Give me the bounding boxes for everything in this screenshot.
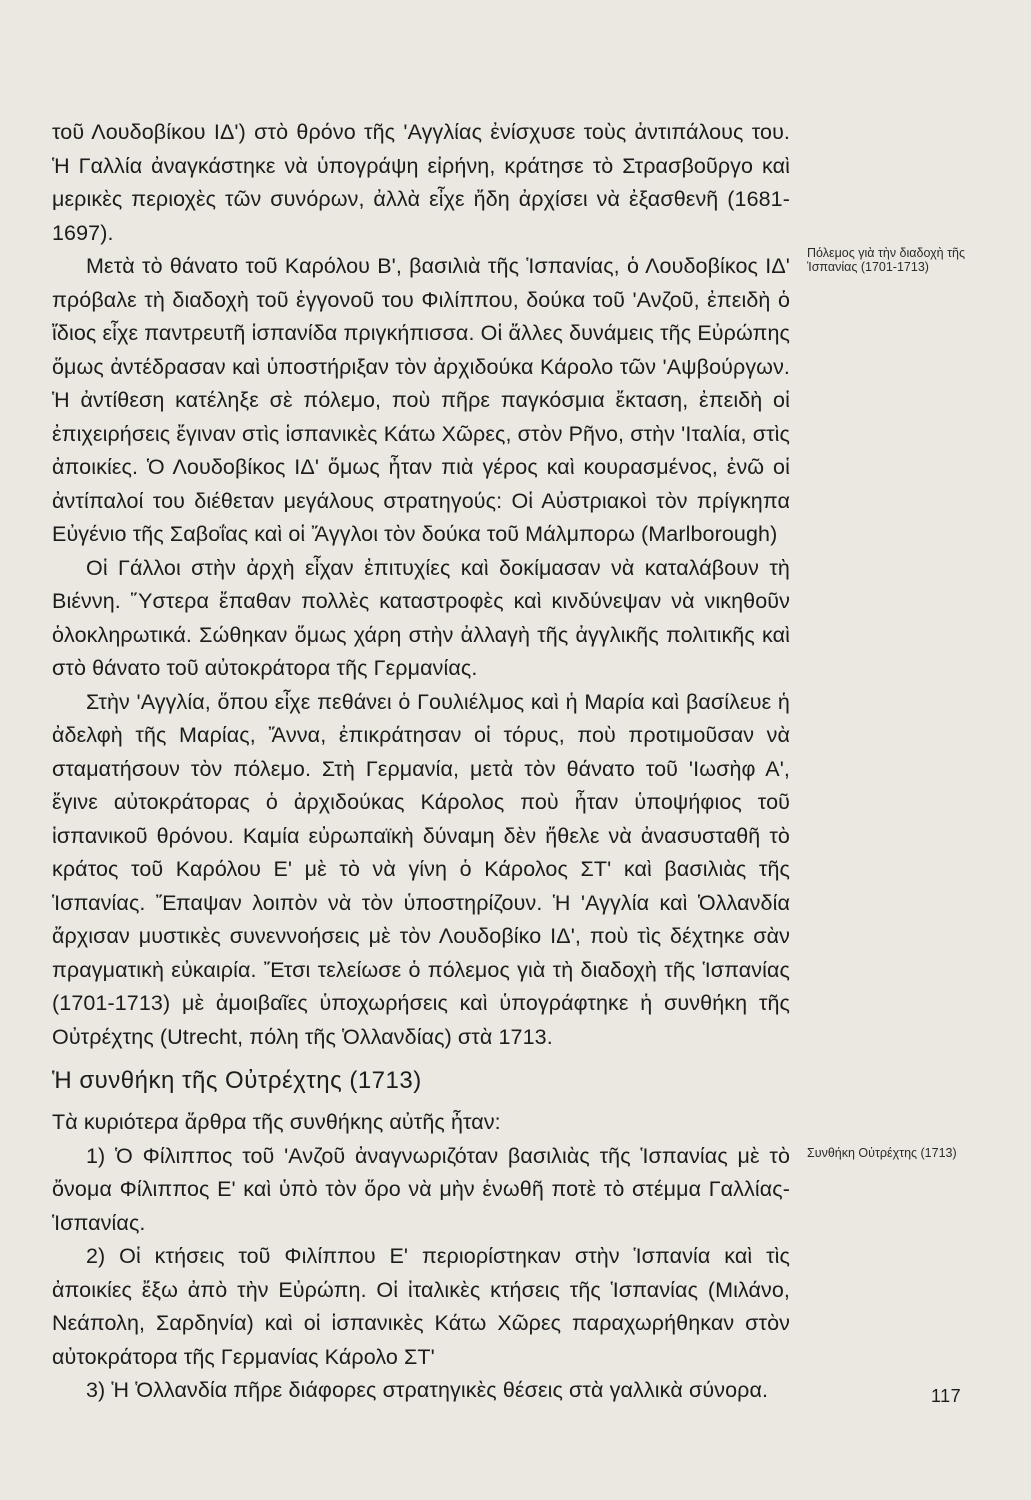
paragraph-2: Μετὰ τὸ θάνατο τοῦ Καρόλου Β', βασιλιὰ τῆς Ἱσπανίας, ὁ Λουδοβίκος ΙΔ' πρόβαλε τὴ διαδοχὴ τοῦ ἐγγονοῦ του Φιλίππου, δούκα τοῦ 'Ανζοῦ, ἐπειδὴ ὁ ἴδιος εἶχε παντρευτῆ ἱσπανίδα πριγκήπισσα. Οἱ ἄλλες δυνάμεις τῆς Εὐρώπης ὅμως ἀντέδρασαν καὶ ὑποστήριξαν τὸν ἀρχιδούκα Κάρολο τῶν 'Αψβούργων. Ἡ ἀντίθεση κατέληξε σὲ πόλεμο, ποὺ πῆρε παγκόσμια ἔκταση, ἐπειδὴ οἱ ἐπιχειρήσεις ἔγιναν στὶς ἱσπανικὲς Κάτω Χῶρες, στὸν Ρῆνο, στὴν 'Ιταλία, στὶς ἀποικίες. Ὁ Λουδοβίκος ΙΔ' ὅμως ἦταν πιὰ γέρος καὶ κουρασμένος, ἐνῶ οἱ ἀντίπαλοί του διέθεταν μεγάλους στρατηγούς: Οἱ Αὐστριακοὶ τὸν πρίγκηπα Εὐγένιο τῆς Σαβοΐας καὶ οἱ Ἄγγλοι τὸν δούκα τοῦ Μάλμπορω (Marlborough) (52, 254, 790, 546)
treaty-article-3: 3) Ἡ Ὁλλανδία πῆρε διάφορες στρατηγικὲς θέσεις στὰ γαλλικὰ σύνορα. (86, 1378, 769, 1402)
margin-note-war: Πόλεμος γιὰ τὴν διαδοχὴ τῆς Ἱσπανίας (1701-1713) (807, 246, 965, 274)
main-text (52, 116, 790, 1054)
paragraph-4: Στὴν 'Αγγλία, ὅπου εἶχε πεθάνει ὁ Γουλιέλμος καὶ ἡ Μαρία καὶ βασίλευε ἡ ἀδελφὴ τῆς Μαρίας, Ἄννα, ἐπικράτησαν οἱ τόρυς, ποὺ προτιμοῦσαν νὰ σταματήσουν τὸν πόλεμο. Στὴ Γερμανία, μετὰ τὸν θάνατο τοῦ 'Ιωσὴφ Α', ἔγινε αὐτοκράτορας ὁ ἀρχιδούκας Κάρολος ποὺ ἦταν ὑποψήφιος τοῦ ἱσπανικοῦ θρόνου. Καμία εὐρωπαϊκὴ δύναμη δὲν ἤθελε νὰ ἀνασυσταθῆ τὸ κράτος τοῦ Καρόλου Ε' μὲ τὸ νὰ γίνη ὁ Κάρολος ΣΤ' καὶ βασιλιὰς τῆς Ἱσπανίας. Ἔπαψαν λοιπὸν νὰ τὸν ὑποστηρίζουν. Ἡ 'Αγγλία καὶ Ὁλλανδία ἄρχισαν μυστικὲς συνεννοήσεις μὲ τὸν Λουδοβίκο ΙΔ', ποὺ τὶς δέχτηκε σὰν πραγματικὴ εὐκαιρία. Ἔτσι τελείωσε ὁ πόλεμος γιὰ τὴ διαδοχὴ τῆς Ἱσπανίας (1701-1713) μὲ ἀμοιβαῖες ὑποχωρήσεις καὶ ὑπογράφτηκε ἡ συνθήκη τῆς Οὐτρέχτης (Utrecht, πόλη τῆς Ὁλλανδίας) στὰ 1713. (52, 689, 790, 1049)
section-heading: Ἡ συνθήκη τῆς Οὐτρέχτης (1713) (52, 1067, 422, 1094)
page-number: 117 (931, 1386, 962, 1406)
paragraph-1: τοῦ Λουδοβίκου ΙΔ') στὸ θρόνο τῆς 'Αγγλίας ἐνίσχυσε τοὺς ἀντιπάλους του. Ἡ Γαλλία ἀναγκάστηκε νὰ ὑπογράψη εἰρήνη, κράτησε τὸ Στρασβοῦργο καὶ μερικὲς περιοχὲς τῶν συνόρων, ἀλλὰ εἶχε ἤδη ἀρχίσει νὰ ἐξασθενῆ (1681-1697). (52, 120, 790, 245)
treaty-intro: Τὰ κυριότερα ἄρθρα τῆς συνθήκης αὐτῆς ἦταν: (52, 1110, 501, 1134)
margin-note-treaty: Συνθήκη Οὐτρέχτης (1713) (807, 1146, 957, 1160)
treaty-article-1: 1) Ὁ Φίλιππος τοῦ 'Ανζοῦ ἀναγνωριζόταν βασιλιὰς τῆς Ἱσπανίας μὲ τὸ ὄνομα Φίλιππος Ε' καὶ ὑπὸ τὸν ὅρο νὰ μὴν ἑνωθῆ ποτὲ τὸ στέμμα Γαλλίας-Ἱσπανίας. (52, 1143, 790, 1235)
treaty-articles (52, 1106, 790, 1408)
treaty-article-2: 2) Οἱ κτήσεις τοῦ Φιλίππου Ε' περιορίστηκαν στὴν Ἱσπανία καὶ τὶς ἀποικίες ἔξω ἀπὸ τὴν Εὐρώπη. Οἱ ἰταλικὲς κτήσεις τῆς Ἱσπανίας (Μιλάνο, Νεάπολη, Σαρδηνία) καὶ οἱ ἱσπανικὲς Κάτω Χῶρες παραχωρήθηκαν στὸν αὐτοκράτορα τῆς Γερμανίας Κάρολο ΣΤ' (52, 1244, 790, 1369)
paragraph-3: Οἱ Γάλλοι στὴν ἀρχὴ εἶχαν ἐπιτυχίες καὶ δοκίμασαν νὰ καταλάβουν τὴ Βιέννη. Ὕστερα ἔπαθαν πολλὲς καταστροφὲς καὶ κινδύνεψαν νὰ νικηθοῦν ὁλοκληρωτικά. Σώθηκαν ὅμως χάρη στὴν ἀλλαγὴ τῆς ἀγγλικῆς πολιτικῆς καὶ στὸ θάνατο τοῦ αὐτοκράτορα τῆς Γερμανίας. (52, 555, 790, 680)
